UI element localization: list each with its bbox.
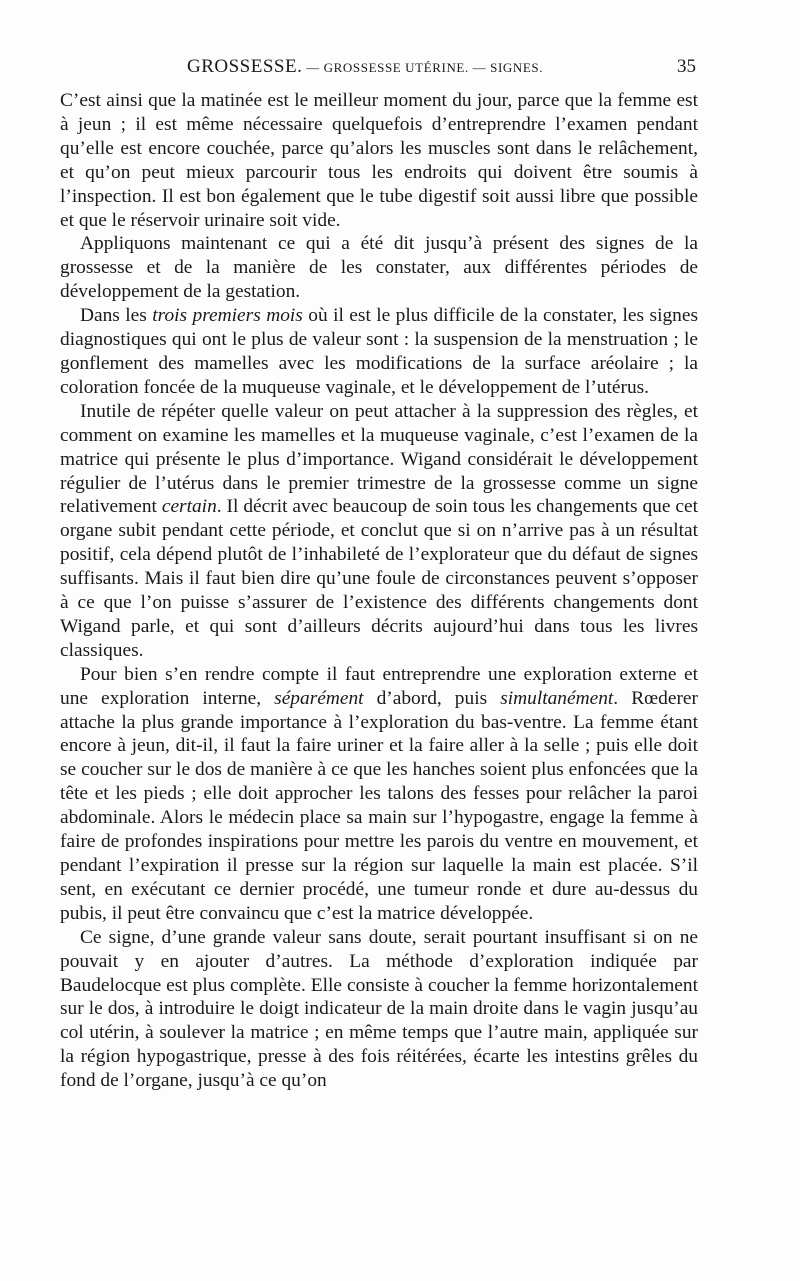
paragraph bbox=[60, 926, 698, 1093]
italic-text: séparément bbox=[274, 687, 364, 709]
text-run: . Il décrit avec beaucoup de soin tous les changements que cet organe subit pendant cette période, et conclut que si on n’arrive pas à un résultat positif, cela dépend plutôt de l’inhabileté de l’explorateur que du défaut de signes suffisants. Mais il faut bien dire qu’une foule de circonstances peuvent s’opposer à ce que l’on puisse s’assurer de l’existence des différents changements dont Wigand parle, et qui sont d’ailleurs décrits aujourd’hui dans tous les livres classiques. bbox=[60, 496, 698, 661]
text-run: Ce signe, d’une grande valeur sans doute, serait pourtant insuffisant si on ne pouvait y en ajouter d’autres. La méthode d’exploration indiquée par Baudelocque est plus complète. Elle consiste à coucher la femme horizontalement sur le dos, à introduire le doigt indicateur de la main droite dans le vagin jusqu’au col utérin, à soulever la matrice ; en même temps que l’autre main, appliquée sur la région hypogastrique, presse à des fois réitérées, écarte les intestins grêles du fond de l’organe, jusqu’à ce qu’on bbox=[60, 926, 698, 1092]
text-run: C’est ainsi que la matinée est le meilleur moment du jour, parce que la femme est à jeun ; il est même nécessaire quelquefois d’entreprendre l’examen pendant qu’elle est encore couchée, parce qu’alors les muscles sont dans le relâchement, et qu’on peut mieux parcourir tous les endroits qui doivent être soumis à l’inspection. Il est bon également que le tube digestif soit aussi libre que possible et que le réservoir urinaire soit vide. bbox=[60, 90, 698, 231]
text-run: Pour bien s’en rendre compte il faut entreprendre une exploration externe et une exploration interne, bbox=[60, 663, 698, 709]
body-text bbox=[60, 89, 698, 1093]
running-title-dash: — bbox=[468, 60, 491, 75]
running-title-main: GROSSESSE. bbox=[187, 56, 303, 77]
paragraph bbox=[60, 400, 698, 663]
text-run: Dans les bbox=[80, 305, 153, 327]
page-number: 35 bbox=[677, 56, 696, 77]
italic-text: simultanément bbox=[500, 687, 614, 709]
running-title-subsection: SIGNES. bbox=[490, 60, 544, 75]
italic-text: trois premiers mois bbox=[152, 305, 303, 327]
text-run: où il est le plus difficile de la constater, les signes diagnostiques qui ont le plus de valeur sont : la suspension de la menstruation ; le gonflement des mamelles avec les modifications de la surface aréolaire ; la coloration foncée de la muqueuse vaginale, et le développement de l’utérus. bbox=[60, 305, 698, 398]
paragraph bbox=[60, 663, 698, 926]
text-run: Appliquons maintenant ce qui a été dit jusqu’à présent des signes de la grossesse et de la manière de les constater, aux différentes périodes de développement de la gestation. bbox=[60, 233, 698, 303]
running-title bbox=[187, 56, 543, 78]
running-title-section: GROSSESSE UTÉRINE. bbox=[323, 60, 469, 75]
paragraph bbox=[60, 304, 698, 400]
text-run: Inutile de répéter quelle valeur on peut attacher à la suppression des règles, et comment on examine les mamelles et la muqueuse vaginale, c’est l’examen de la matrice qui présente le plus d’importance. Wigand considérait le développement régulier de l’utérus dans le premier trimestre de la grossesse comme un signe relativement bbox=[60, 400, 698, 518]
text-run: . Rœderer attache la plus grande importance à l’exploration du bas-ventre. La femme étant encore à jeun, dit-il, il faut la faire uriner et la faire aller à la selle ; puis elle doit se coucher sur le dos de manière à ce que les hanches soient plus enfoncées que la tête et les pieds ; elle doit approcher les talons des fesses pour relâcher la paroi abdominale. Alors le médecin place sa main sur l’hypogastre, engage la femme à faire de profondes inspirations pour mettre les parois du ventre en mouvement, et pendant l’expiration il presse sur la région sur laquelle la main est placée. S’il sent, en exécutant ce dernier procédé, une tumeur ronde et dure au-dessus du pubis, il peut être convaincu que c’est la matrice développée. bbox=[60, 687, 698, 924]
paragraph bbox=[60, 89, 698, 232]
running-header bbox=[60, 56, 696, 84]
paragraph bbox=[60, 232, 698, 304]
running-title-dash: — bbox=[302, 60, 324, 75]
text-run: d’abord, puis bbox=[363, 687, 501, 709]
italic-text: certain bbox=[161, 496, 217, 518]
